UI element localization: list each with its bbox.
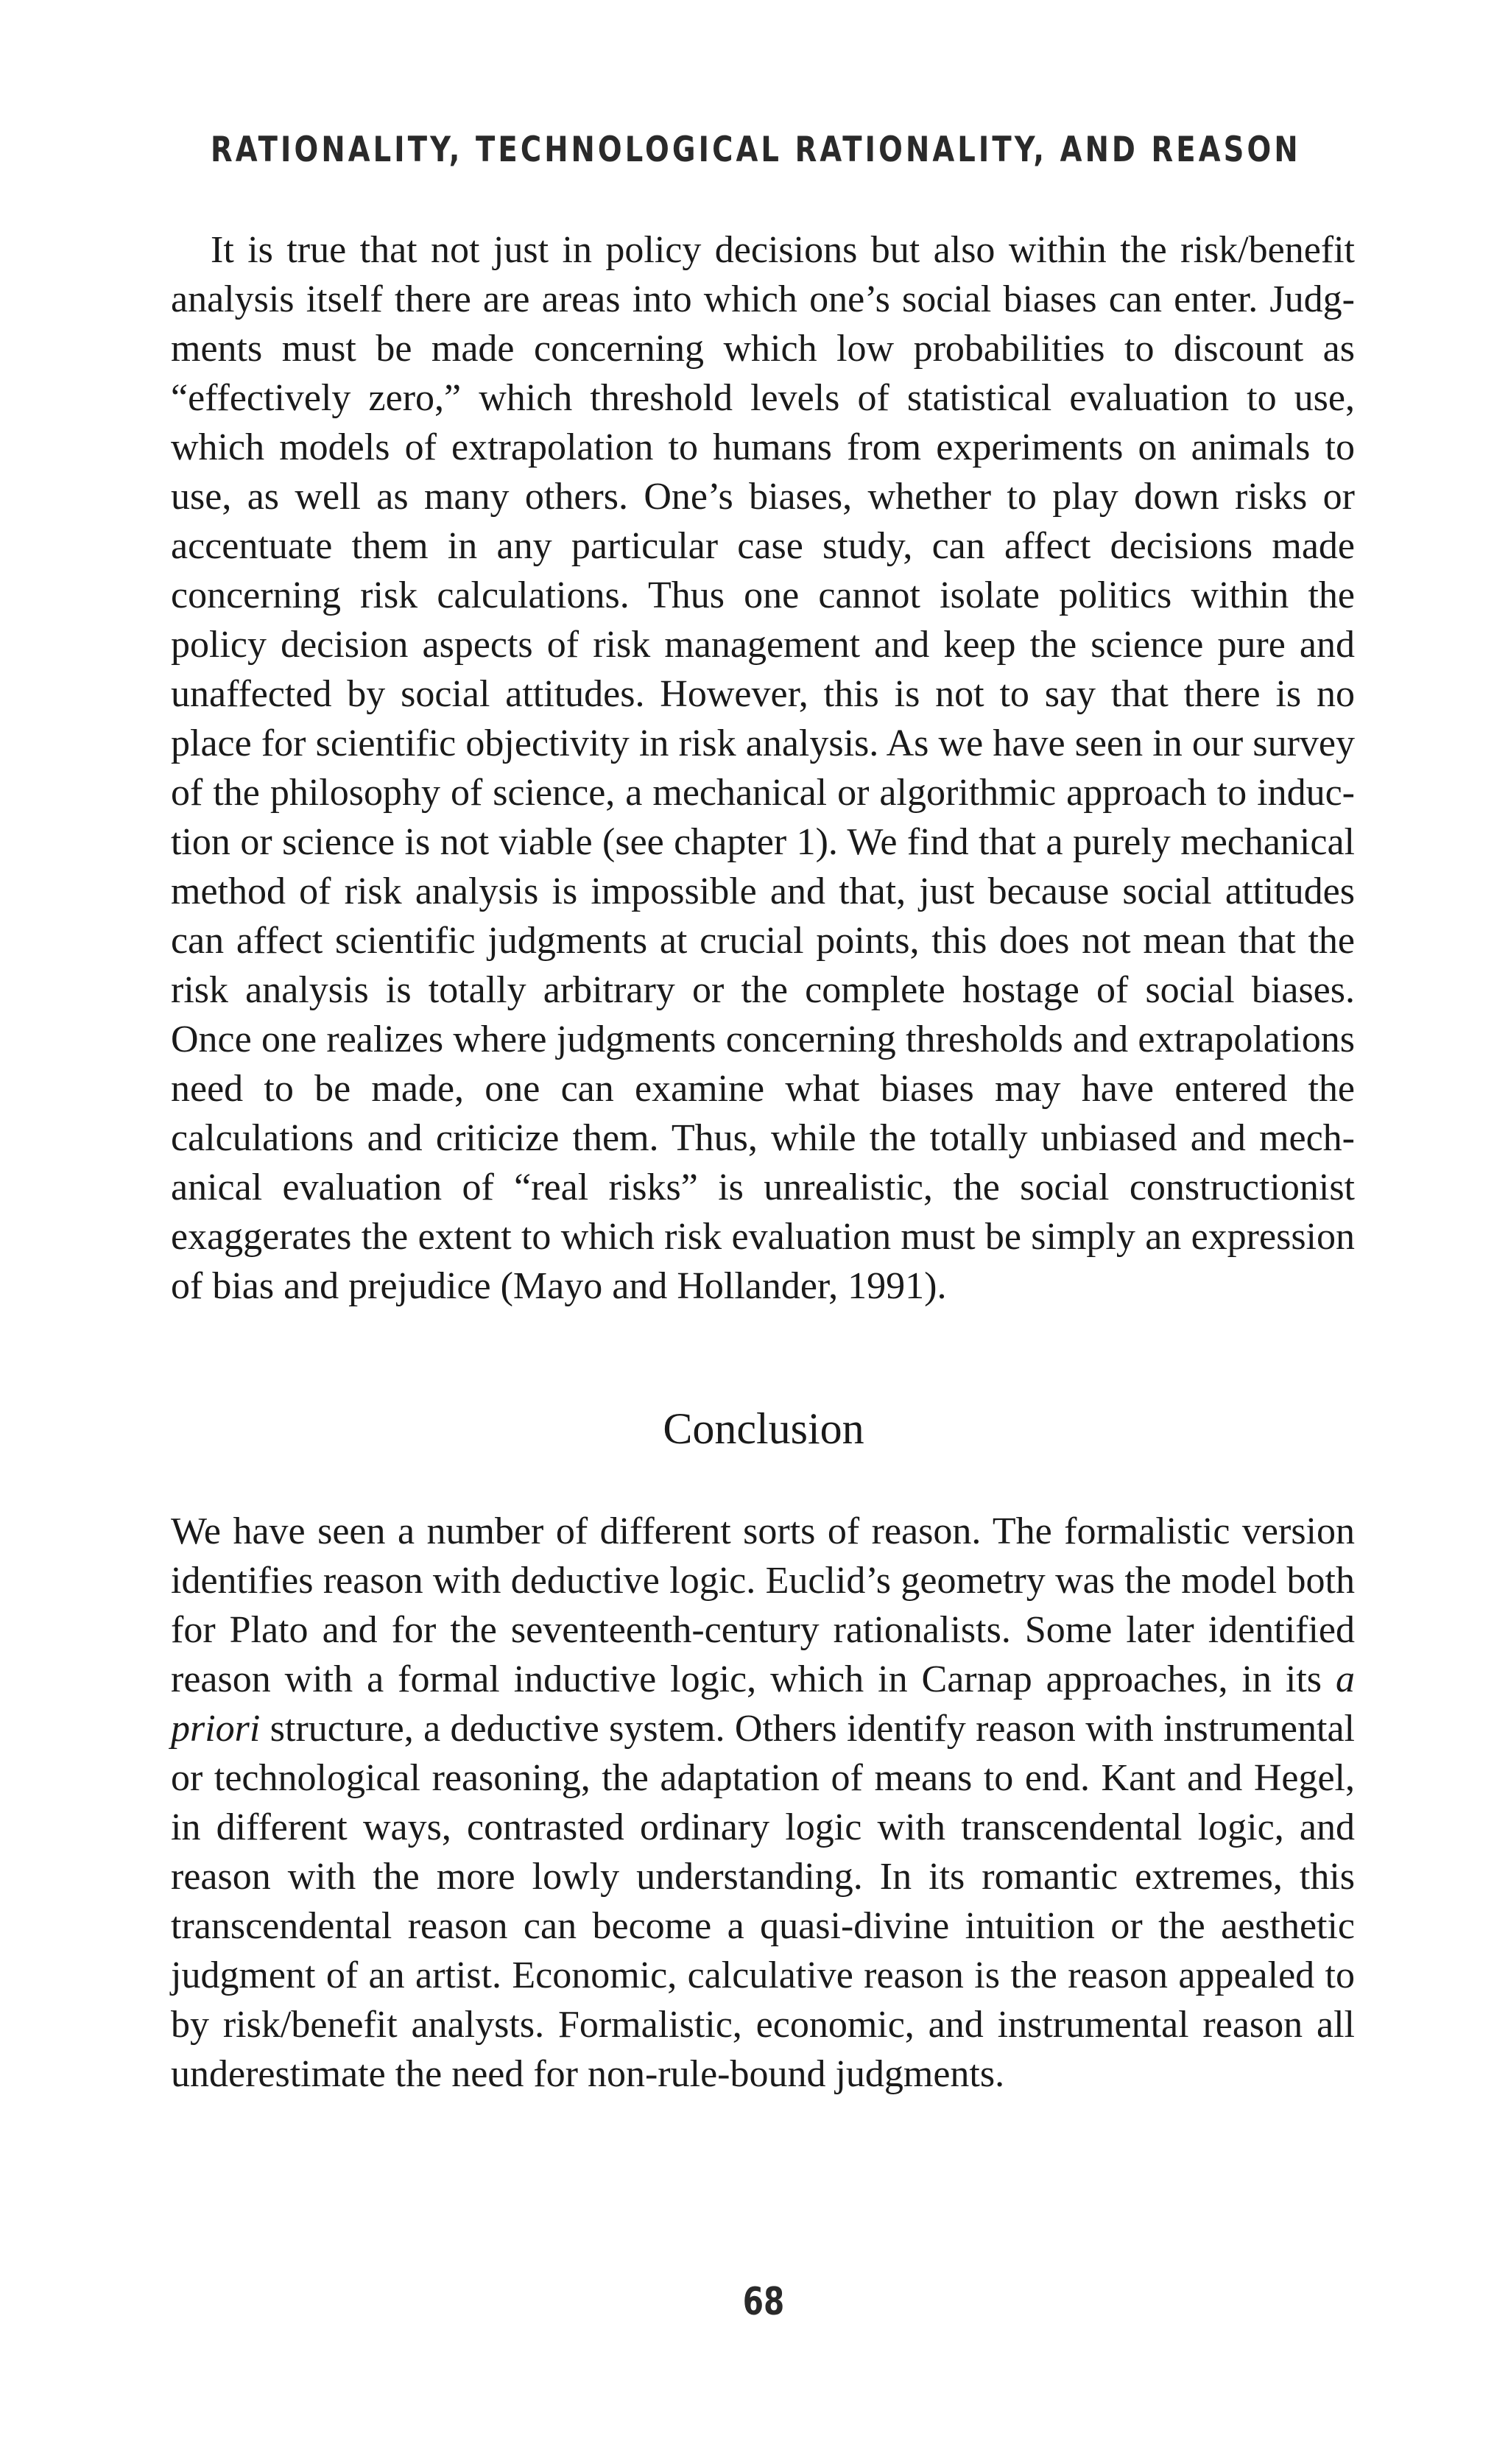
body-paragraph-conclusion xyxy=(171,1507,1355,2099)
running-head: RATIONALITY, TECHNOLOGICAL RATIONALITY, AND REASON xyxy=(210,130,1301,170)
page-number: 68 xyxy=(742,2280,785,2324)
conclusion-text-part-2: structure, a deductive system. Others identify reason with instrumental or technological reasoning, the adaptation of means to end. Kant and Hegel, in different ways, contrasted ordinary logic with transcendental logic, and reason with the more lowly understanding. In its romantic extremes, this transcendental reason can become a quasi-divine intuition or the aesthetic judgment of an artist. Economic, calculative reason is the reason appealed to by risk/benefit analysts. Formalistic, economic, and instrumental reason all underestimate the need for non-rule-bound judgments. xyxy=(171,1708,1355,2095)
body-paragraph-risk-analysis: It is true that not just in policy decisions but also within the risk/benefit analysis itself there are areas into which one’s social biases can enter. Judgments must be made concerning which low probabilities to discount as “effectively zero,” which threshold levels of statistical evaluation to use, which models of extrapolation to humans from experiments on animals to use, as well as many others. One’s biases, whether to play down risks or accentuate them in any particular case study, can affect decisions made concerning risk calculations. Thus one cannot isolate politics within the policy decision aspects of risk management and keep the science pure and unaffected by social attitudes. However, this is not to say that there is no place for scientific objectivity in risk analysis. As we have seen in our survey of the philosophy of science, a mechanical or algorithmic approach to induction or science is not viable (see chapter 1). We find that a purely mechanical method of risk analysis is impossible and that, just because social attitudes can affect scientific judgments at crucial points, this does not mean that the risk analysis is totally arbitrary or the complete hostage of social biases. Once one realizes where judgments concerning thresholds and extrapolations need to be made, one can examine what biases may have entered the calculations and criticize them. Thus, while the totally unbiased and mechanical evaluation of “real risks” is unrealistic, the social constructionist exaggerates the extent to which risk evaluation must be simply an expression of bias and prejudice (Mayo and Hollander, 1991). xyxy=(171,229,1355,1307)
section-heading-conclusion: Conclusion xyxy=(663,1404,864,1453)
italic-a-priori: a priori xyxy=(171,1658,1355,1750)
conclusion-text-part-1: We have seen a number of different sorts of reason. The formalistic version identifies reason with deductive logic. Euclid’s geometry was the model both for Plato and for the seventeenth-century rationalists. Some later identified reason with a formal inductive logic, which in Carnap approaches, in its xyxy=(171,1510,1355,1700)
